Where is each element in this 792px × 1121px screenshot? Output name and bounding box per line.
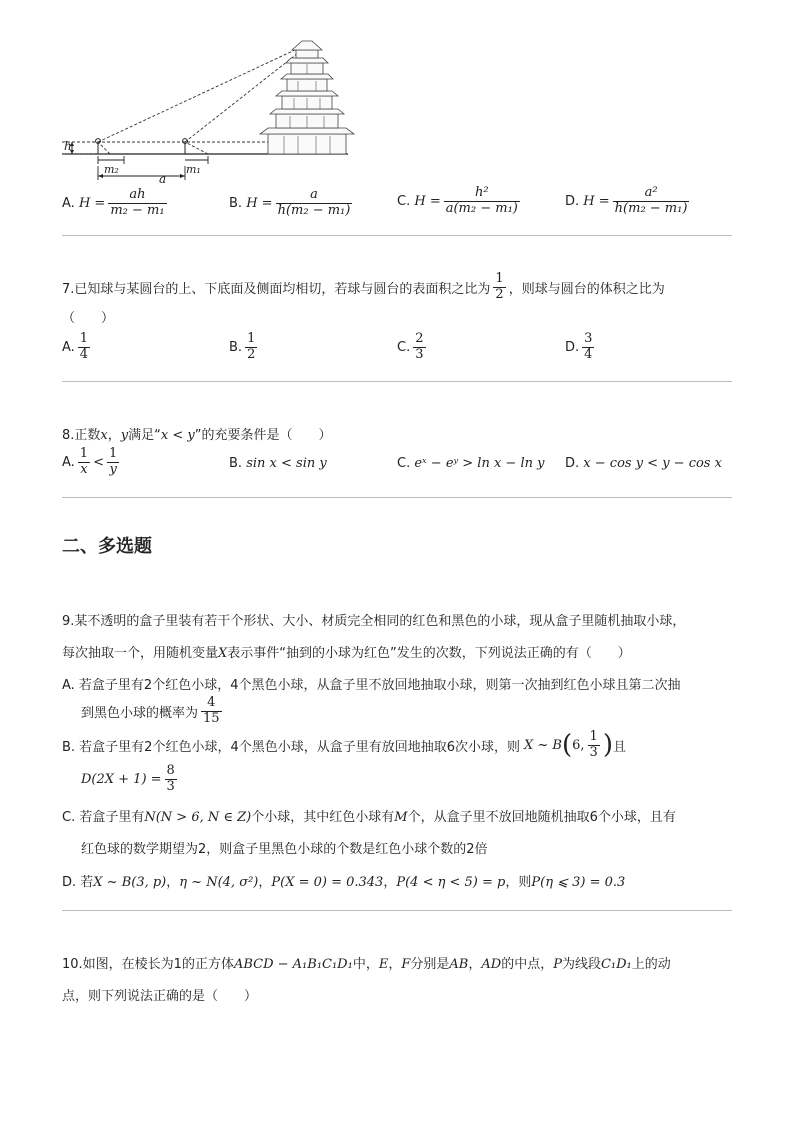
- q10-stem-line1: 10.如图，在棱长为1的正方体ABCD − A₁B₁C₁D₁中，E，F分别是AB，AD的中点，P为线段C₁D₁上的动: [62, 957, 671, 972]
- q9-option-b-cont: D(2X + 1) = $\frac{8}{3}$: [81, 763, 175, 794]
- q9-option-a[interactable]: A. 若盒子里有2个红色小球，4个黑色小球，从盒子里不放回地抽取小球，则第一次抽到红色小球且第二次抽: [62, 678, 681, 693]
- section-title: 二、多选题: [62, 536, 152, 557]
- q9-option-c[interactable]: C. 若盒子里有N(N > 6, N ∈ Z)个小球，其中红色小球有M个，从盒子里不放回地随机抽取6个小球，且有: [62, 810, 676, 825]
- q7-option-d[interactable]: D. $\frac{3}{4}$: [565, 331, 593, 362]
- q7-option-b[interactable]: B. $\frac{1}{2}$: [229, 331, 256, 362]
- q7-paren: （ ）: [62, 311, 115, 326]
- q8-stem: 8.正数x，y满足“x < y”的充要条件是（ ）: [62, 428, 332, 443]
- q7-option-a[interactable]: A. $\frac{1}{4}$: [62, 331, 89, 362]
- q6-option-b[interactable]: B. H = $\frac{a}{\text{h(m₂ − m₁)}}$: [229, 187, 351, 218]
- q8-option-c[interactable]: C. eˣ − eʸ > ln x − ln y: [397, 456, 545, 471]
- q9-stem-line2: 每次抽取一个，用随机变量X表示事件“抽到的小球为红色”发生的次数，下列说法正确的有（ ）: [62, 646, 631, 661]
- fig-label-a: a: [159, 172, 167, 186]
- q9-stem-line1: 9.某不透明的盒子里装有若干个形状、大小、材质完全相同的红色和黑色的小球，现从盒子里随机抽取小球，: [62, 614, 686, 629]
- divider: [62, 910, 732, 911]
- q8-option-a[interactable]: A. $\frac{1}{x}$ < $\frac{1}{y}$: [62, 446, 118, 477]
- q10-stem-line2: 点，则下列说法正确的是（ ）: [62, 989, 258, 1004]
- q7-option-c[interactable]: C. $\frac{2}{3}$: [397, 331, 424, 362]
- q6-option-a[interactable]: A. H = $\frac{ah}{\text{m₂ − m₁}}$: [62, 187, 165, 218]
- divider: [62, 235, 732, 236]
- q9-option-b[interactable]: B. 若盒子里有2个红色小球，4个黑色小球，从盒子里有放回地抽取6次小球，则 X ~ B ( 6, $\frac{1}{3}$ ) 且: [62, 729, 626, 761]
- fig-label-m1: m₁: [186, 163, 201, 176]
- q6-option-c[interactable]: C. H = $\frac{\text{h²}}{\text{a(m₂ − m₁)}}$: [397, 185, 518, 216]
- fig-label-h: h: [64, 139, 72, 153]
- q8-option-b[interactable]: B. sin x < sin y: [229, 456, 327, 471]
- divider: [62, 381, 732, 382]
- q9-option-d[interactable]: D. 若X ~ B(3, p)，η ~ N(4, σ²)，P(X = 0) = 0.343，P(4 < η < 5) = p，则P(η ⩽ 3) = 0.3: [62, 875, 626, 890]
- q6-option-d[interactable]: D. H = $\frac{\text{a²}}{\text{h(m₂ − m₁)}}$: [565, 185, 688, 216]
- q9-option-a-cont: 到黑色小球的概率为 $\frac{4}{15}$: [81, 695, 220, 726]
- divider: [62, 497, 732, 498]
- q9-option-c-cont: 红色球的数学期望为2，则盒子里黑色小球的个数是红色小球个数的2倍: [81, 842, 488, 857]
- fig-label-m2: m₂: [104, 163, 119, 176]
- q7-stem: 7.已知球与某圆台的上、下底面及侧面均相切，若球与圆台的表面积之比为 $\frac{1}{2}$ ，则球与圆台的体积之比为: [62, 271, 665, 302]
- q8-option-d[interactable]: D. x − cos y < y − cos x: [565, 456, 722, 471]
